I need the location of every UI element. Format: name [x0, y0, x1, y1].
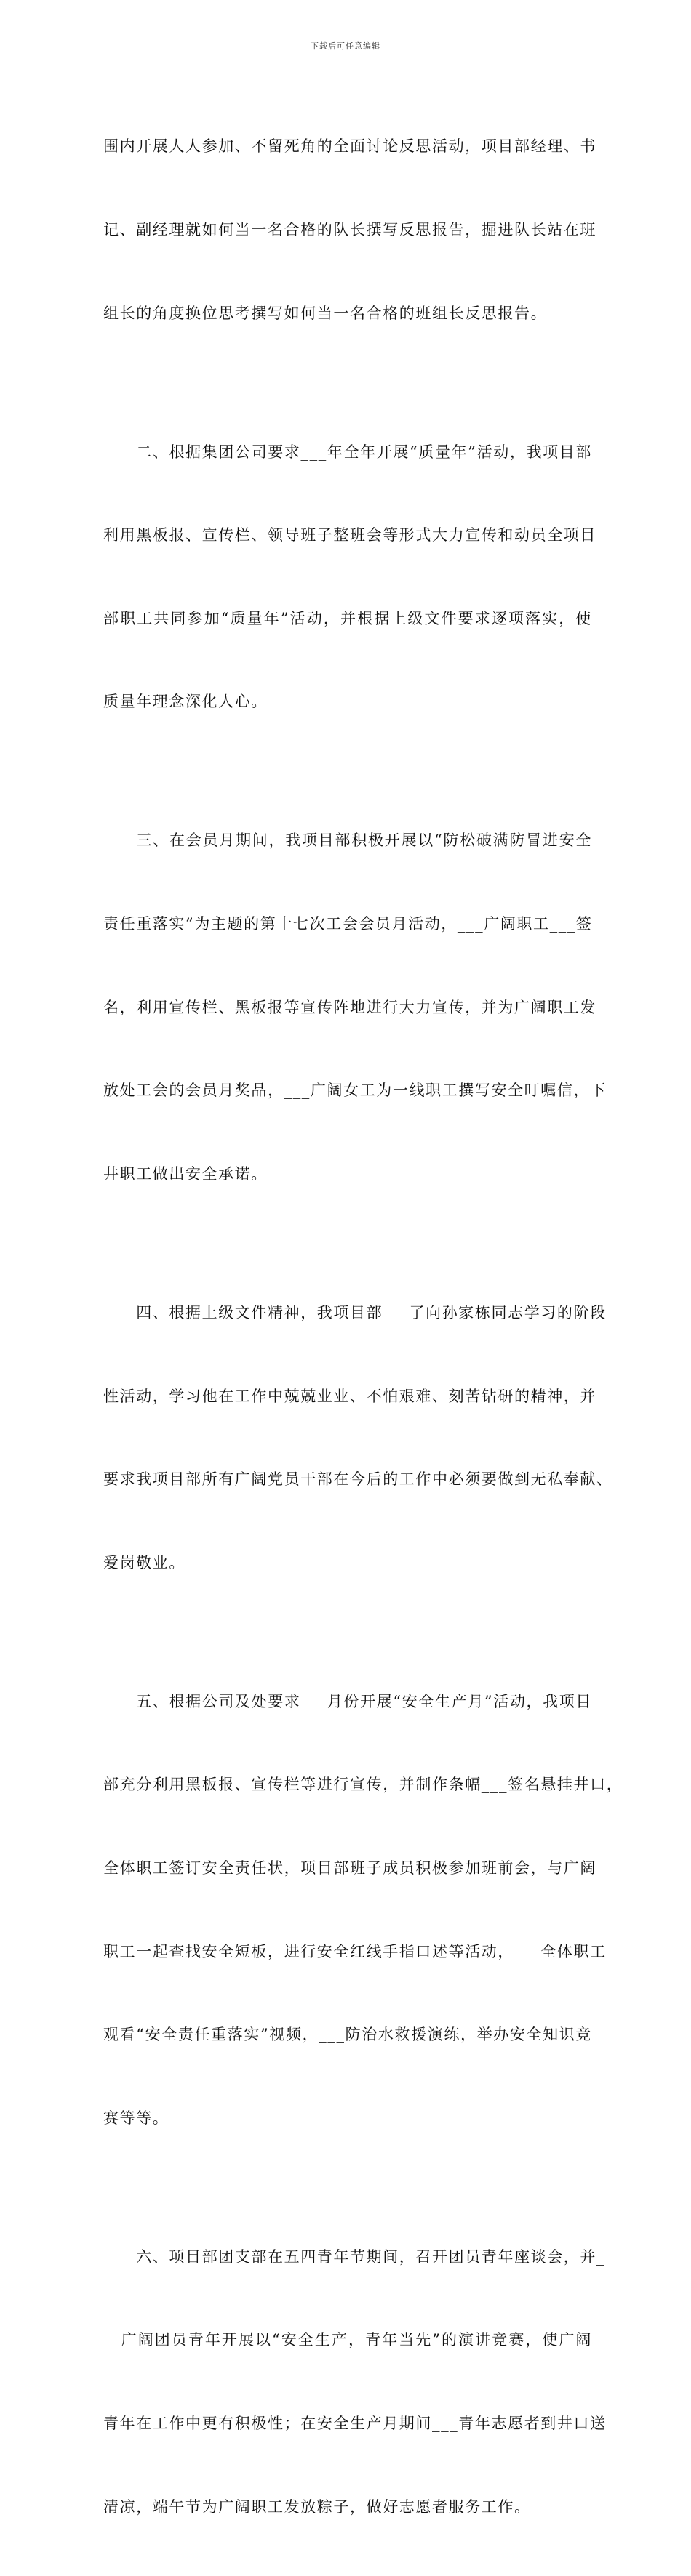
- text-line: 井职工做出安全承诺。: [103, 1164, 268, 1183]
- text-line: 四、根据上级文件精神，我项目部___了向孙家栋同志学习的阶段: [103, 1303, 607, 1321]
- text-line: 三、在会员月期间，我项目部积极开展以“防松破满防冒进安全: [103, 832, 592, 850]
- text-line: 赛等等。: [103, 2109, 169, 2127]
- text-line: 五、根据公司及处要求___月份开展“安全生产月”活动，我项目: [103, 1692, 592, 1710]
- text-line: 组长的角度换位思考撰写如何当一名合格的班组长反思报告。: [103, 304, 548, 322]
- text-line: 质量年理念深化人心。: [103, 693, 268, 711]
- text-line: __广阔团员青年开展以“安全生产，青年当先”的演讲竞赛，使广阔: [103, 2331, 592, 2349]
- text-line: 要求我项目部所有广阔党员干部在今后的工作中必须要做到无私奉献、: [103, 1470, 613, 1489]
- text-line: 名，利用宣传栏、黑板报等宣传阵地进行大力宣传，并为广阔职工发: [103, 998, 596, 1016]
- text-line: 清凉，端午节为广阔职工发放粽子，做好志愿者服务工作。: [103, 2497, 531, 2516]
- text-line: 青年在工作中更有积极性；在安全生产月期间___青年志愿者到井口送: [103, 2415, 607, 2433]
- text-line: 利用黑板报、宣传栏、领导班子整班会等形式大力宣传和动员全项目: [103, 526, 596, 544]
- document-body: [103, 77, 623, 2576]
- paragraph-3: [103, 771, 607, 1243]
- text-line: 围内开展人人参加、不留死角的全面讨论反思活动，项目部经理、书: [103, 137, 596, 156]
- text-line: 全体职工签订安全责任状，项目部班子成员积极参加班前会，与广阔: [103, 1859, 596, 1877]
- text-line: 性活动，学习他在工作中兢兢业业、不怕艰难、刻苦钻研的精神，并: [103, 1387, 596, 1405]
- paragraph-2: [103, 382, 596, 771]
- paragraph-5: [103, 1632, 623, 2187]
- text-line: 部职工共同参加“质量年”活动，并根据上级文件要求逐项落实，使: [103, 609, 592, 627]
- text-line: 爱岗敬业。: [103, 1553, 185, 1571]
- text-line: 部充分利用黑板报、宣传栏等进行宣传，并制作条幅___签名悬挂井口，: [103, 1776, 623, 1794]
- text-line: 职工一起查找安全短板，进行安全红线手指口述等活动，___全体职工: [103, 1942, 607, 1960]
- paragraph-1: [103, 77, 596, 382]
- text-line: 二、根据集团公司要求___年全年开展“质量年”活动，我项目部: [103, 443, 592, 461]
- text-line: 放处工会的会员月奖品，___广阔女工为一线职工撰写安全叮嘱信，下: [103, 1082, 607, 1100]
- text-line: 观看“安全责任重落实”视频，___防治水救援演练，举办安全知识竞: [103, 2026, 592, 2044]
- text-line: 记、副经理就如何当一名合格的队长撰写反思报告，掘进队长站在班: [103, 221, 596, 239]
- text-line: 六、项目部团支部在五四青年节期间，召开团员青年座谈会，并_: [103, 2247, 606, 2266]
- page-header: 下载后可任意编辑: [311, 41, 380, 51]
- paragraph-4: [103, 1244, 613, 1633]
- paragraph-6: [103, 2187, 607, 2576]
- text-line: 责任重落实”为主题的第十七次工会会员月活动，___广阔职工___签: [103, 915, 593, 933]
